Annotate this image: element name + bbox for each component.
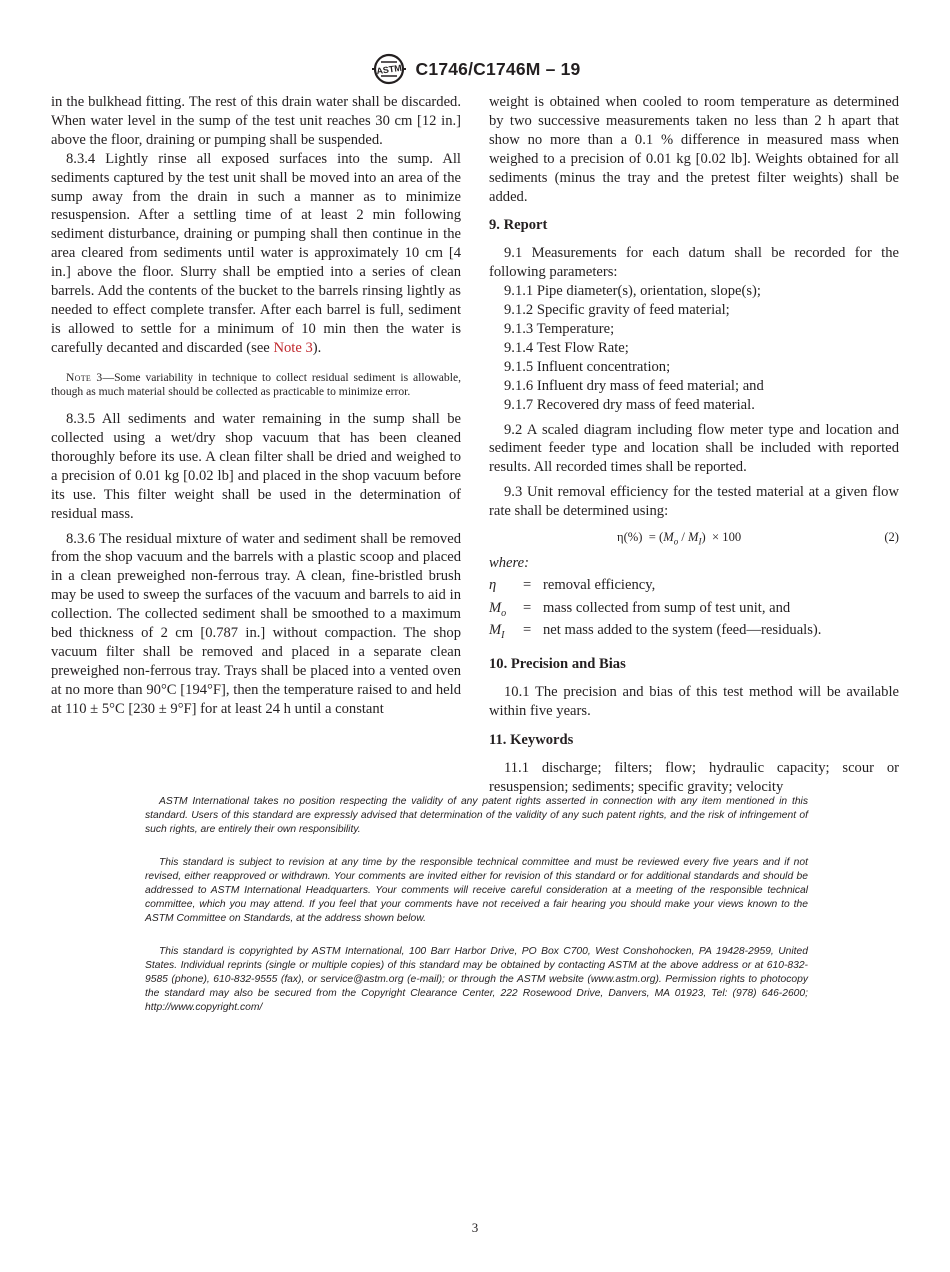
equation-body: $\eta(\%) = (M_o / M_I) \times 100$ (617, 530, 742, 547)
definition-symbol: η (489, 576, 497, 593)
list-item-9-1-3: 9.1.3 Temperature; (504, 320, 615, 337)
definition-row: η = removal efficiency, (489, 577, 821, 600)
note-3-text: —Some variability in technique to collect residual sediment is allowable, though as much material should be collected as practicable to minimize error. (51, 370, 461, 398)
paragraph-8-3-6: 8.3.6 The residual mixture of water and sediment shall be removed from the shop vacuum and the barrels with a plastic scoop and placed in a clean preweighed non-ferrous tray. A clean, fine-bristled brush may be used to sweep the surfaces of the vacuum and barrels to aid in collection. The collected sediment shall be smoothed to a maximum bed thickness of 2 cm [0.787 in.] without compaction. The shop vacuum filter shall be removed and placed in a separate clean preweighed non-ferrous tray. Trays shall be placed into a vented oven at no more than 90°C [194°F], then the temperature raised to and held at 110 ± 5°C [230 ± 9°F] for at least 24 h until a constant (51, 530, 461, 717)
footer-disclaimers (145, 795, 808, 1034)
equation-2 (489, 524, 899, 550)
svg-text:ASTM: ASTM (375, 62, 402, 77)
definition-symbol: $M_o$ (489, 599, 507, 619)
note-3-label: Note 3 (66, 370, 103, 384)
list-item-9-1-6: 9.1.6 Influent dry mass of feed material; and (504, 377, 764, 394)
definition-text: removal efficiency, (543, 576, 656, 593)
paragraph-9-3: 9.3 Unit removal efficiency for the tested material at a given flow rate shall be determined using: (489, 484, 899, 520)
list-item-9-1-2: 9.1.2 Specific gravity of feed material; (504, 302, 730, 319)
paragraph-9-2: 9.2 A scaled diagram including flow meter type and location and sediment feeder type and location shall be included with reported results. All recorded times shall be reported. (489, 421, 899, 476)
paragraph-9-1: 9.1 Measurements for each datum shall be recorded for the following parameters: (489, 245, 899, 281)
list-item-9-1-7: 9.1.7 Recovered dry mass of feed material. (504, 396, 755, 413)
paragraph-continuation-right: weight is obtained when cooled to room temperature as determined by two successive measurements taken no less than 2 h apart that show no more than a 0.1 % difference in measured mass when weighed to a precision of 0.01 kg [0.02 lb]. Weights obtained for all sediments (minus the tray and the pretest filter weights) shall be added. (489, 94, 899, 205)
paragraph-8-3-5: 8.3.5 All sediments and water remaining in the sump shall be collected using a wet/dry shop vacuum that has been cleaned thoroughly before its use. A clean filter shall be dried and weighed to a precision of 0.01 kg [0.02 lb] and placed in the shop vacuum before its use. This filter weight shall be used in the determination of residual mass. (51, 411, 461, 522)
paragraph-8-3-4: 8.3.4 Lightly rinse all exposed surfaces into the sump. All sediments captured by the test unit shall be moved into an area of the sump away from the drain in such a manner as to minimize resuspension. After a settling time of at least 2 min following sediment disturbance, draining or pumping shall then continue in the area cleared from sediments until water is approximately 10 cm [4 in.] above the floor. Slurry shall be emptied into a series of clean barrels. Add the contents of the bucket to the barrels rinsing lightly as needed to effect complete transfer. After each barrel is full, sediment is allowed to settle for a minimum of 10 min then the water is carefully decanted and discarded (see Note 3). (51, 150, 461, 356)
definition-text: net mass added to the system (feed—residuals). (543, 622, 822, 639)
patent-disclaimer: ASTM International takes no position respecting the validity of any patent rights asserted in connection with any item mentioned in this standard. Users of this standard are expressly advised that determination of the validity of any such patent rights, and the risk of infringement of such rights, are entirely their own responsibility. (145, 796, 808, 835)
list-item-9-1-5: 9.1.5 Influent concentration; (504, 358, 671, 375)
paragraph-continuation: in the bulkhead fitting. The rest of this drain water shall be discarded. When water level in the sump of the test unit reaches 30 cm [12 in.] above the floor, draining or pumping shall be suspended. (51, 94, 461, 148)
note-3-link[interactable]: Note 3 (273, 339, 313, 356)
paragraph-10-1: 10.1 The precision and bias of this test method will be available within five years. (489, 683, 899, 719)
section-11-heading: 11. Keywords (489, 731, 574, 748)
definition-row: $M_I$ = net mass added to the system (feed—residuals). (489, 622, 821, 645)
note-3 (51, 371, 461, 399)
copyright-notice: This standard is copyrighted by ASTM International, 100 Barr Harbor Drive, PO Box C700, West Conshohocken, PA 19428-2959, United States. Individual reprints (single or multiple copies) of this standard may be obtained by contacting ASTM at the above address or at 610-832-9585 (phone), 610-832-9555 (fax), or service@astm.org (e-mail); or through the ASTM website (www.astm.org). Permission rights to photocopy the standard may also be secured from the Copyright Clearance Center, 222 Rosewood Drive, Danvers, MA 01923, Tel: (978) 646-2600; http://www.copyright.com/ (145, 946, 808, 1013)
right-column (489, 93, 899, 796)
section-9-heading: 9. Report (489, 217, 548, 234)
left-column (51, 93, 461, 719)
astm-logo-icon (370, 52, 408, 86)
equation-number: (2) (884, 530, 899, 545)
paragraph-11-1: 11.1 discharge; filters; flow; hydraulic capacity; scour or resuspension; sediments; specific gravity; velocity (489, 759, 899, 795)
definition-row: $M_o$ = mass collected from sump of test unit, and (489, 600, 821, 623)
definition-text: mass collected from sump of test unit, and (543, 599, 791, 616)
page-number: 3 (471, 1220, 479, 1235)
section-10-heading: 10. Precision and Bias (489, 656, 626, 673)
list-item-9-1-1: 9.1.1 Pipe diameter(s), orientation, slope(s); (504, 283, 761, 300)
standard-designation: C1746/C1746M – 19 (415, 58, 581, 79)
where-label: where: (489, 555, 529, 572)
definition-symbol: $M_I$ (489, 622, 505, 642)
list-item-9-1-4: 9.1.4 Test Flow Rate; (504, 339, 629, 356)
revision-notice: This standard is subject to revision at any time by the responsible technical committee and must be reviewed every five years and if not revised, either reapproved or withdrawn. Your comments are invited either for revision of this standard or for additional standards and should be addressed to ASTM International Headquarters. Your comments will receive careful consideration at a meeting of the responsible technical committee, which you may attend. If you feel that your comments have not received a fair hearing you should make your views known to the ASTM Committee on Standards, at the address shown below. (145, 857, 808, 924)
definitions-table (489, 577, 821, 645)
page-header (0, 52, 950, 86)
